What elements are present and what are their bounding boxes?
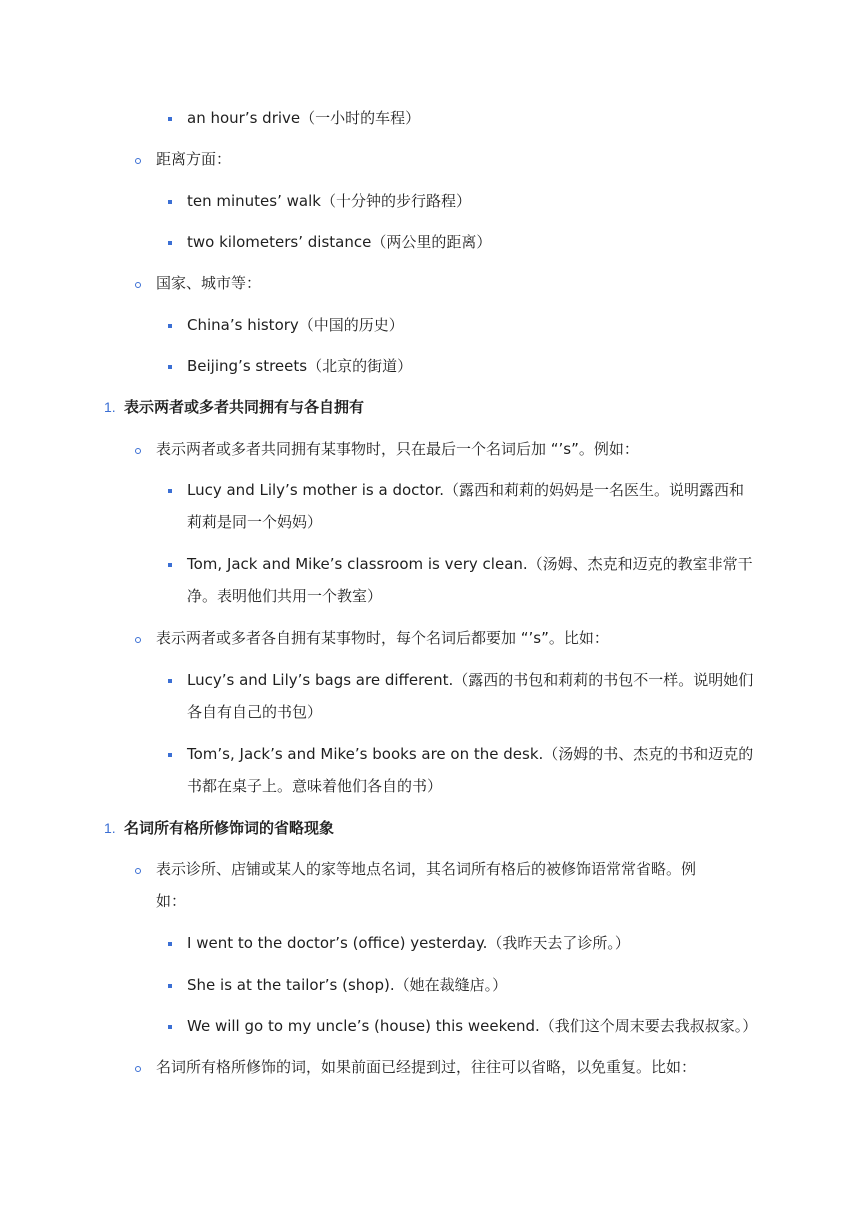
list-item: 名词所有格所修饰的词，如果前面已经提到过，往往可以省略，以免重复。比如：: [156, 1058, 697, 1076]
list-item: 表示两者或多者共同拥有某事物时，只在最后一个名词后加 “’s”。例如：: [156, 440, 639, 458]
list-item-line: 表示诊所、店铺或某人的家等地点名词，其名词所有格后的被修饰语常常省略。例: [156, 860, 697, 878]
list-item: 国家、城市等：: [156, 274, 262, 292]
list-item: an hour’s drive（一小时的车程）: [187, 109, 421, 127]
list-item-line: Lucy’s and Lily’s bags are different.（露西的书包和莉莉的书包不一样。说明她们: [187, 671, 754, 689]
list-item-line: Tom, Jack and Mike’s classroom is very clean.（汤姆、杰克和迈克的教室非常干: [187, 555, 753, 573]
square-bullet-icon: [168, 489, 172, 493]
square-bullet-icon: [168, 942, 172, 946]
list-item: 表示两者或多者各自拥有某事物时，每个名词后都要加 “’s”。比如：: [156, 629, 609, 647]
square-bullet-icon: [168, 117, 172, 121]
square-bullet-icon: [168, 200, 172, 204]
circle-bullet-icon: [135, 448, 141, 454]
list-item-line: 净。表明他们共用一个教室）: [187, 587, 383, 605]
list-item: We will go to my uncle’s (house) this weekend.（我们这个周末要去我叔叔家。）: [187, 1017, 758, 1035]
list-item: Beijing’s streets（北京的街道）: [187, 357, 413, 375]
list-number: 1.: [104, 820, 116, 836]
circle-bullet-icon: [135, 282, 141, 288]
list-item: China’s history（中国的历史）: [187, 316, 404, 334]
circle-bullet-icon: [135, 637, 141, 643]
list-item-line: 如：: [156, 892, 187, 910]
list-item: I went to the doctor’s (office) yesterday.（我昨天去了诊所。）: [187, 934, 630, 952]
list-number: 1.: [104, 399, 116, 415]
square-bullet-icon: [168, 324, 172, 328]
section-heading: 名词所有格所修饰词的省略现象: [124, 819, 335, 837]
list-item: ten minutes’ walk（十分钟的步行路程）: [187, 192, 471, 210]
section-heading: 表示两者或多者共同拥有与各自拥有: [124, 398, 365, 416]
square-bullet-icon: [168, 365, 172, 369]
list-item: two kilometers’ distance（两公里的距离）: [187, 233, 492, 251]
list-item-line: 各自有自己的书包）: [187, 703, 323, 721]
square-bullet-icon: [168, 241, 172, 245]
list-item-line: 莉莉是同一个妈妈）: [187, 513, 323, 531]
list-item: 距离方面：: [156, 150, 232, 168]
square-bullet-icon: [168, 753, 172, 757]
circle-bullet-icon: [135, 1066, 141, 1072]
circle-bullet-icon: [135, 158, 141, 164]
square-bullet-icon: [168, 679, 172, 683]
square-bullet-icon: [168, 563, 172, 567]
circle-bullet-icon: [135, 868, 141, 874]
square-bullet-icon: [168, 1025, 172, 1029]
square-bullet-icon: [168, 984, 172, 988]
list-item: She is at the tailor’s (shop).（她在裁缝店。）: [187, 976, 508, 994]
list-item-line: Tom’s, Jack’s and Mike’s books are on the desk.（汤姆的书、杰克的书和迈克的: [187, 745, 754, 763]
list-item-line: Lucy and Lily’s mother is a doctor.（露西和莉莉的妈妈是一名医生。说明露西和: [187, 481, 745, 499]
list-item-line: 书都在桌子上。意味着他们各自的书）: [187, 777, 443, 795]
